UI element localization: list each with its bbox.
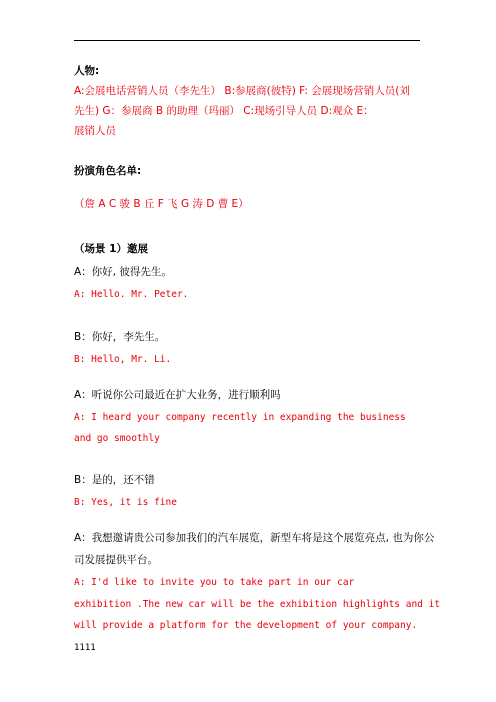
characters-line-1: A:会展电话营销人员（李先生） B:参展商(彼特) F: 会展现场营销人员(刘	[74, 85, 410, 97]
dialogue-zh-5a: A：我想邀请贵公司参加我们的汽车展览，新型车将是这个展览亮点, 也为你公	[74, 532, 435, 544]
dialogue-zh-4: B：是的，还不错	[74, 474, 155, 486]
dialogue-en-3b: and go smoothly	[74, 433, 160, 444]
dialogue-en-1: A: Hello. Mr. Peter.	[74, 289, 189, 300]
characters-line-3: 展销人员	[74, 125, 116, 137]
dialogue-en-5c: will provide a platform for the development of your company.	[74, 620, 418, 631]
dialogue-en-4: B: Yes, it is fine	[74, 497, 177, 508]
scene-title: （场景 1）邀展	[74, 243, 148, 255]
dialogue-zh-5b: 司发展提供平台。	[74, 554, 158, 566]
dialogue-en-5b: exhibition .The new car will be the exhibition highlights and it	[74, 599, 441, 610]
dialogue-zh-1: A：你好, 彼得先生。	[74, 266, 172, 278]
dialogue-en-3a: A: I heard your company recently in expanding the business	[74, 412, 406, 423]
cast-list: （詹 A C 骏 B 丘 F 飞 G 涛 D 曹 E）	[74, 198, 249, 210]
characters-line-2: 先生) G：参展商 B 的助理（玛丽） C:现场引导人员 D:观众 E：	[74, 105, 374, 117]
dialogue-en-2: B: Hello, Mr. Li.	[74, 354, 172, 365]
page-label: 1111	[74, 643, 96, 653]
dialogue-en-5a: A: I'd like to invite you to take part in our car	[74, 577, 355, 588]
characters-heading: 人物:	[74, 65, 100, 77]
dialogue-zh-2: B：你好，李先生。	[74, 331, 166, 343]
header-rule	[74, 40, 420, 41]
cast-heading: 扮演角色名单:	[74, 165, 142, 177]
dialogue-zh-3: A：听说你公司最近在扩大业务，进行顺利吗	[74, 389, 281, 401]
